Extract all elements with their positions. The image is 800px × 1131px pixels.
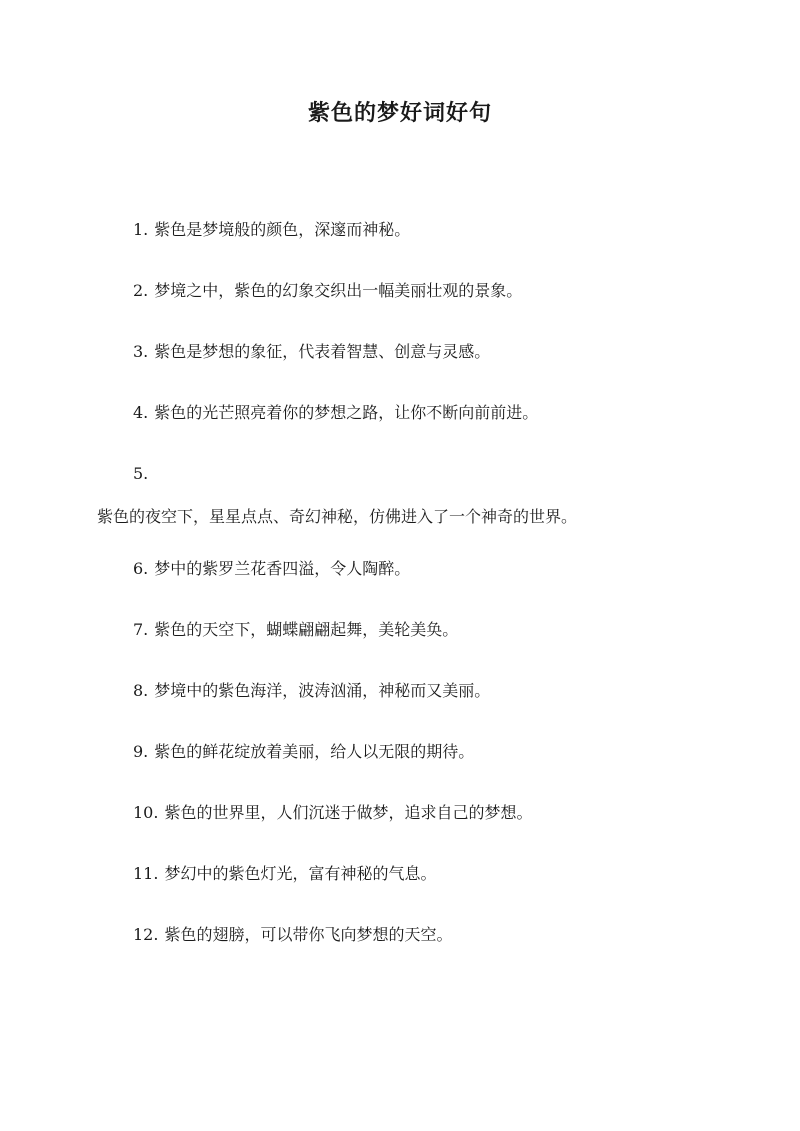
item-text: 紫色的翅膀，可以带你飞向梦想的天空。 bbox=[164, 925, 453, 944]
list-item bbox=[0, 918, 800, 979]
item-text: 梦幻中的紫色灯光，富有神秘的气息。 bbox=[164, 864, 437, 883]
item-number: 3. bbox=[133, 342, 149, 361]
item-text: 紫色是梦想的象征，代表着智慧、创意与灵感。 bbox=[154, 342, 491, 361]
item-text: 紫色的夜空下，星星点点、奇幻神秘，仿佛进入了一个神奇的世界。 bbox=[97, 507, 578, 526]
item-number: 4. bbox=[133, 403, 149, 422]
item-number: 6. bbox=[133, 559, 149, 578]
item-number: 1. bbox=[133, 220, 149, 239]
item-number: 12. bbox=[133, 925, 159, 944]
list-item bbox=[0, 457, 800, 552]
list-item bbox=[0, 335, 800, 396]
item-text: 梦中的紫罗兰花香四溢，令人陶醉。 bbox=[154, 559, 411, 578]
list-item bbox=[0, 552, 800, 613]
item-number: 10. bbox=[133, 803, 159, 822]
list-item bbox=[0, 274, 800, 335]
sentence-list bbox=[0, 213, 800, 979]
item-text: 紫色的世界里，人们沉迷于做梦，追求自己的梦想。 bbox=[164, 803, 533, 822]
item-number-line bbox=[0, 457, 800, 500]
item-number: 11. bbox=[133, 864, 159, 883]
page-title: 紫色的梦好词好句 bbox=[307, 100, 492, 126]
item-text: 梦境中的紫色海洋，波涛汹涌，神秘而又美丽。 bbox=[154, 681, 491, 700]
item-text: 紫色的鲜花绽放着美丽，给人以无限的期待。 bbox=[154, 742, 475, 761]
item-number: 5. bbox=[133, 464, 149, 483]
list-item bbox=[0, 396, 800, 457]
item-number: 9. bbox=[133, 742, 149, 761]
item-text: 紫色的光芒照亮着你的梦想之路，让你不断向前前进。 bbox=[154, 403, 539, 422]
item-text: 紫色的天空下，蝴蝶翩翩起舞，美轮美奂。 bbox=[154, 620, 459, 639]
list-item bbox=[0, 674, 800, 735]
list-item bbox=[0, 857, 800, 918]
item-number: 8. bbox=[133, 681, 149, 700]
list-item bbox=[0, 735, 800, 796]
item-number: 2. bbox=[133, 281, 149, 300]
item-text: 紫色是梦境般的颜色，深邃而神秘。 bbox=[154, 220, 411, 239]
item-number: 7. bbox=[133, 620, 149, 639]
item-text: 梦境之中，紫色的幻象交织出一幅美丽壮观的景象。 bbox=[154, 281, 523, 300]
list-item bbox=[0, 796, 800, 857]
list-item bbox=[0, 213, 800, 274]
list-item bbox=[0, 613, 800, 674]
